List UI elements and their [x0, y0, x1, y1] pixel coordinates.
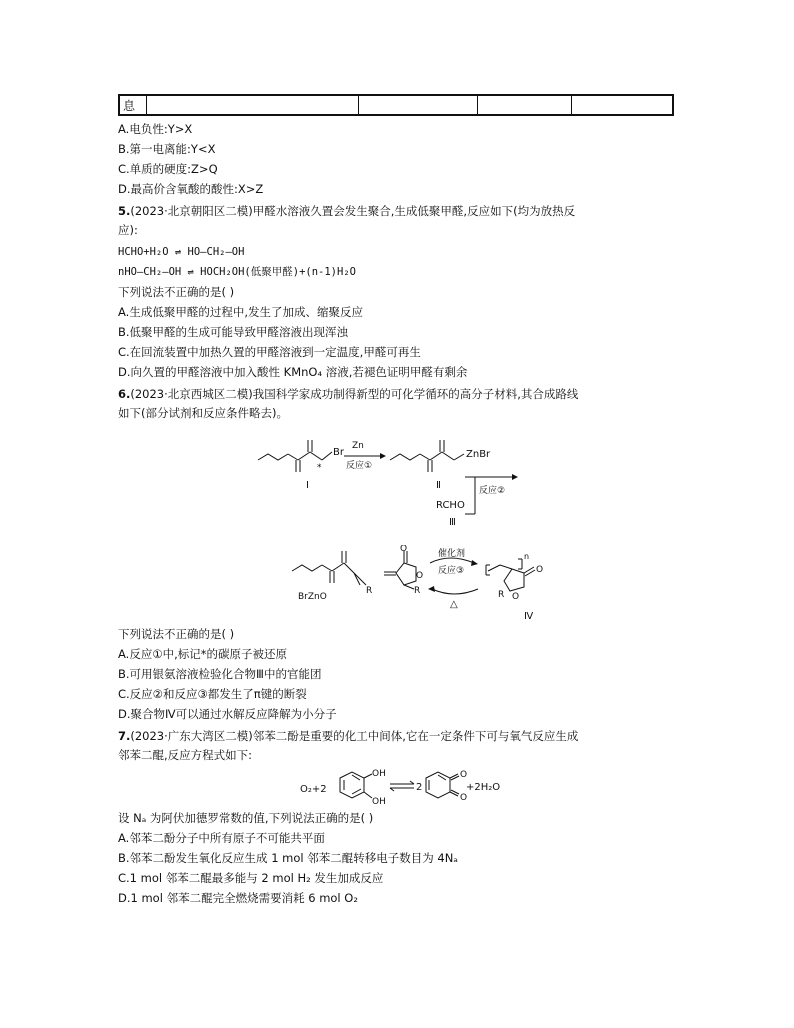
table-cell	[359, 95, 478, 115]
zn-reagent: Zn	[352, 441, 364, 451]
hydroxyl-1: OH	[372, 769, 386, 779]
q6-option-d: D.聚合物Ⅳ可以通过水解反应降解为小分子	[118, 707, 337, 721]
coefficient: 2	[416, 782, 423, 793]
compound-1-label: Ⅰ	[306, 480, 309, 491]
q4-option-a: A.电负性:Y>X	[118, 122, 193, 136]
compound-3-label: Ⅲ	[449, 517, 456, 528]
polymer-ring-o: O	[512, 592, 520, 602]
table-cell	[478, 95, 572, 115]
table-cell: 息	[119, 95, 147, 115]
q5-equation-2: nHO—CH₂—OH ⇌ HOCH₂OH(低聚甲醛)+(n-1)H₂O	[118, 266, 356, 278]
question-number: 6.	[118, 387, 131, 401]
reaction-1-label: 反应①	[346, 461, 373, 471]
znbr-label: ZnBr	[466, 449, 491, 460]
bromo-label: Br	[333, 447, 344, 458]
lactone-carbonyl-o: O	[400, 545, 408, 554]
compound-2-structure	[390, 440, 464, 472]
q7-stem-cont: 邻苯二醌,反应方程式如下:	[118, 748, 253, 762]
q6-question: 下列说法不正确的是( )	[118, 627, 235, 641]
q6-option-c: C.反应②和反应③都发生了π键的断裂	[118, 687, 307, 701]
q6-option-b: B.可用银氨溶液检验化合物Ⅲ中的官能团	[118, 667, 322, 681]
q4-option-c: C.单质的硬度:Z>Q	[118, 162, 218, 176]
q5-question: 下列说法不正确的是( )	[118, 285, 235, 299]
q6-option-a: A.反应①中,标记*的碳原子被还原	[118, 647, 288, 661]
quinone-structure	[426, 772, 459, 798]
reaction-2-label: 反应②	[479, 486, 506, 496]
polymer-carbonyl-o: O	[536, 565, 544, 575]
catalyst-label: 催化剂	[438, 549, 466, 559]
q7-option-c: C.1 mol 邻苯二醌最多能与 2 mol H₂ 发生加成反应	[118, 871, 384, 885]
r-group: R	[498, 590, 505, 600]
equation-right: +2H₂O	[466, 782, 500, 793]
synthesis-scheme-bottom	[290, 545, 580, 625]
q6-stem-cont: 如下(部分试剂和反应条件略去)。	[118, 406, 288, 420]
question-number: 5.	[118, 204, 131, 218]
q6-stem: 6.(2023·北京西城区二模)我国科学家成功制得新型的可化学循环的高分子材料,其合成路线	[118, 387, 579, 401]
reaction-3-label: 反应③	[438, 566, 465, 576]
rcho-label: RCHO	[436, 500, 465, 511]
synthesis-scheme-top	[240, 430, 570, 528]
q5-stem-cont: 应):	[118, 223, 138, 237]
q7-option-d: D.1 mol 邻苯二醌完全燃烧需要消耗 6 mol O₂	[118, 891, 358, 905]
question-number: 7.	[118, 729, 131, 743]
quinone-o-1: O	[460, 770, 468, 780]
q7-reaction-equation	[300, 764, 500, 810]
lactone-ring-o: O	[416, 571, 424, 581]
equation-left: O₂+2	[300, 784, 327, 795]
star-mark: *	[317, 463, 322, 473]
q5-option-c: C.在回流装置中加热久置的甲醛溶液到一定温度,甲醛可再生	[118, 345, 421, 359]
q5-option-d: D.向久置的甲醛溶液中加入酸性 KMnO₄ 溶液,若褪色证明甲醛有剩余	[118, 365, 468, 379]
lactone-structure	[384, 551, 416, 589]
compound-4-label: Ⅳ	[524, 611, 534, 622]
q5-option-a: A.生成低聚甲醛的过程中,发生了加成、缩聚反应	[118, 305, 363, 319]
polymer-4-structure	[486, 559, 535, 591]
q7-question: 设 Nₐ 为阿伏加德罗常数的值,下列说法正确的是( )	[118, 811, 374, 825]
q4-option-b: B.第一电离能:Y<X	[118, 142, 216, 156]
compound-2-label: Ⅱ	[436, 480, 441, 491]
brzno-label: BrZnO	[298, 592, 327, 602]
top-table-fragment	[118, 94, 674, 116]
quinone-o-2: O	[460, 793, 468, 803]
table-cell	[147, 95, 359, 115]
catechol-structure	[340, 772, 372, 798]
table-cell	[572, 95, 674, 115]
intermediate-structure	[292, 551, 366, 585]
q5-stem: 5.(2023·北京朝阳区二模)甲醛水溶液久置会发生聚合,生成低聚甲醛,反应如下(均为放热反	[118, 204, 576, 218]
q7-stem: 7.(2023·广东大湾区二模)邻苯二酚是重要的化工中间体,它在一定条件下可与氧气反应生成	[118, 729, 579, 743]
r-group: R	[414, 586, 421, 596]
q5-equation-1: HCHO+H₂O ⇌ HO—CH₂—OH	[118, 246, 245, 258]
polymer-n: n	[524, 552, 530, 561]
q7-option-a: A.邻苯二酚分子中所有原子不可能共平面	[118, 831, 325, 845]
q4-option-d: D.最高价含氧酸的酸性:X>Z	[118, 182, 264, 196]
heat-symbol: △	[450, 599, 458, 610]
r-group: R	[366, 586, 373, 596]
hydroxyl-2: OH	[372, 797, 386, 807]
q5-option-b: B.低聚甲醛的生成可能导致甲醛溶液出现浑浊	[118, 325, 349, 339]
q7-option-b: B.邻苯二酚发生氧化反应生成 1 mol 邻苯二醌转移电子数目为 4Nₐ	[118, 851, 458, 865]
